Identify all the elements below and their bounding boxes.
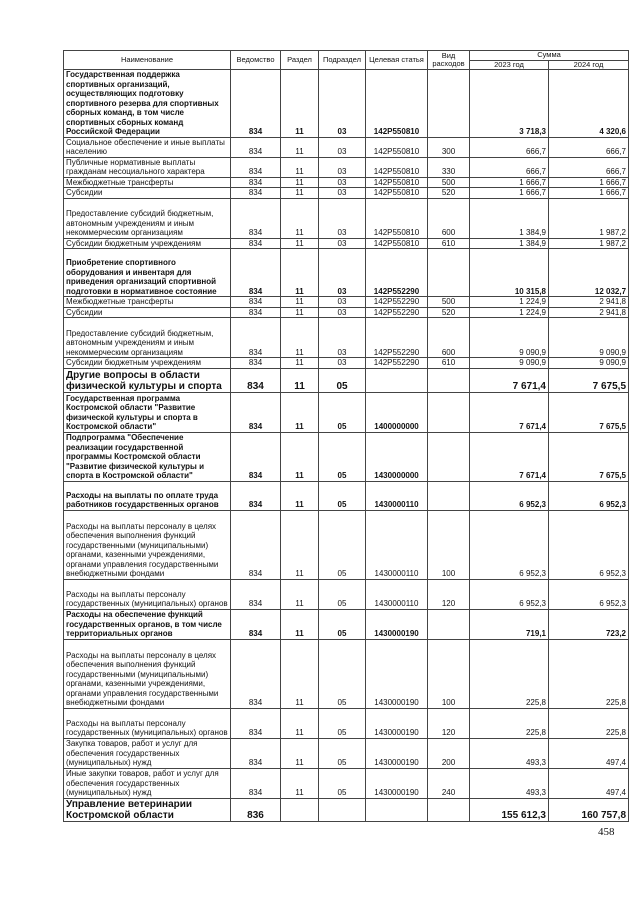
row-name: Закупка товаров, работ и услуг для обеспечения государственных (муниципальных) нужд bbox=[64, 738, 231, 768]
row-department: 834 bbox=[231, 432, 281, 481]
col-header-name: Наименование bbox=[64, 51, 231, 70]
row-expense-type: 100 bbox=[428, 639, 470, 708]
row-name: Межбюджетные трансферты bbox=[64, 297, 231, 308]
row-section: 11 bbox=[281, 481, 319, 510]
row-sum-2024: 6 952,3 bbox=[549, 579, 629, 609]
row-department: 834 bbox=[231, 768, 281, 798]
row-section: 11 bbox=[281, 358, 319, 369]
table-row bbox=[64, 392, 629, 432]
row-section: 11 bbox=[281, 510, 319, 579]
row-target: 142P550810 bbox=[366, 198, 428, 238]
row-sum-2024: 160 757,8 bbox=[549, 798, 629, 821]
row-section: 11 bbox=[281, 639, 319, 708]
row-sum-2024: 723,2 bbox=[549, 609, 629, 639]
row-expense-type bbox=[428, 432, 470, 481]
row-name: Субсидии bbox=[64, 307, 231, 318]
row-expense-type: 500 bbox=[428, 177, 470, 188]
row-sum-2024: 9 090,9 bbox=[549, 318, 629, 358]
row-sum-2024: 666,7 bbox=[549, 157, 629, 177]
row-expense-type bbox=[428, 249, 470, 297]
row-department: 834 bbox=[231, 70, 281, 138]
row-department: 834 bbox=[231, 198, 281, 238]
row-subsection: 05 bbox=[319, 510, 366, 579]
row-target bbox=[366, 798, 428, 821]
row-sum-2024: 2 941,8 bbox=[549, 297, 629, 308]
row-target: 142P552290 bbox=[366, 297, 428, 308]
row-expense-type: 330 bbox=[428, 157, 470, 177]
row-department: 834 bbox=[231, 639, 281, 708]
row-section: 11 bbox=[281, 318, 319, 358]
row-name: Расходы на выплаты персоналу государственных (муниципальных) органов bbox=[64, 708, 231, 738]
table-row bbox=[64, 639, 629, 708]
row-sum-2023: 225,8 bbox=[470, 639, 549, 708]
row-expense-type bbox=[428, 392, 470, 432]
row-name: Иные закупки товаров, работ и услуг для обеспечения государственных (муниципальных) нужд bbox=[64, 768, 231, 798]
row-subsection: 03 bbox=[319, 157, 366, 177]
row-target: 142P550810 bbox=[366, 238, 428, 249]
table-row bbox=[64, 708, 629, 738]
row-target: 1400000000 bbox=[366, 392, 428, 432]
row-section: 11 bbox=[281, 392, 319, 432]
row-expense-type bbox=[428, 798, 470, 821]
row-sum-2023: 719,1 bbox=[470, 609, 549, 639]
row-expense-type: 300 bbox=[428, 137, 470, 157]
row-sum-2024: 6 952,3 bbox=[549, 510, 629, 579]
row-sum-2023: 9 090,9 bbox=[470, 318, 549, 358]
table-row bbox=[64, 137, 629, 157]
row-sum-2023: 666,7 bbox=[470, 137, 549, 157]
row-department: 834 bbox=[231, 579, 281, 609]
row-expense-type: 240 bbox=[428, 768, 470, 798]
row-subsection: 03 bbox=[319, 188, 366, 199]
row-name: Субсидии bbox=[64, 188, 231, 199]
row-expense-type: 610 bbox=[428, 238, 470, 249]
col-header-department: Ведомство bbox=[231, 51, 281, 70]
row-name: Подпрограмма "Обеспечение реализации государственной программы Костромской области "Развитие физической культуры и спорта в Костромской области" bbox=[64, 432, 231, 481]
row-subsection: 03 bbox=[319, 249, 366, 297]
row-sum-2024: 1 666,7 bbox=[549, 177, 629, 188]
row-sum-2024: 1 987,2 bbox=[549, 198, 629, 238]
table-row bbox=[64, 432, 629, 481]
row-target: 1430000190 bbox=[366, 639, 428, 708]
row-subsection: 03 bbox=[319, 307, 366, 318]
row-sum-2024: 7 675,5 bbox=[549, 392, 629, 432]
row-section: 11 bbox=[281, 738, 319, 768]
table-row bbox=[64, 157, 629, 177]
row-subsection: 05 bbox=[319, 708, 366, 738]
table-row bbox=[64, 198, 629, 238]
row-subsection: 03 bbox=[319, 318, 366, 358]
row-subsection: 03 bbox=[319, 297, 366, 308]
row-department: 834 bbox=[231, 738, 281, 768]
row-section: 11 bbox=[281, 188, 319, 199]
row-target: 1430000110 bbox=[366, 579, 428, 609]
row-department: 834 bbox=[231, 510, 281, 579]
table-row bbox=[64, 768, 629, 798]
table-row bbox=[64, 510, 629, 579]
table-row bbox=[64, 318, 629, 358]
row-sum-2023: 6 952,3 bbox=[470, 579, 549, 609]
col-header-year-2023: 2023 год bbox=[470, 60, 549, 70]
row-department: 834 bbox=[231, 177, 281, 188]
row-section: 11 bbox=[281, 70, 319, 138]
row-expense-type bbox=[428, 609, 470, 639]
table-row bbox=[64, 297, 629, 308]
page-number: 458 bbox=[598, 826, 615, 838]
row-subsection: 05 bbox=[319, 768, 366, 798]
row-sum-2023: 6 952,3 bbox=[470, 510, 549, 579]
table-row bbox=[64, 579, 629, 609]
row-sum-2023: 9 090,9 bbox=[470, 358, 549, 369]
row-target: 142P552290 bbox=[366, 318, 428, 358]
table-row bbox=[64, 358, 629, 369]
row-sum-2024: 9 090,9 bbox=[549, 358, 629, 369]
row-name: Расходы на выплаты персоналу в целях обеспечения выполнения функций государственными (муниципальными) органами, казенными учреждениями, органами управления государственными внебюджетными фондами bbox=[64, 510, 231, 579]
row-sum-2023: 10 315,8 bbox=[470, 249, 549, 297]
row-expense-type bbox=[428, 70, 470, 138]
row-sum-2024: 225,8 bbox=[549, 639, 629, 708]
row-sum-2023: 6 952,3 bbox=[470, 481, 549, 510]
row-target: 1430000190 bbox=[366, 609, 428, 639]
table-body bbox=[64, 70, 629, 822]
row-target: 1430000190 bbox=[366, 768, 428, 798]
row-name: Государственная программа Костромской области "Развитие физической культуры и спорта в Костромской области" bbox=[64, 392, 231, 432]
row-target: 142P550810 bbox=[366, 157, 428, 177]
row-sum-2023: 7 671,4 bbox=[470, 392, 549, 432]
row-target: 1430000000 bbox=[366, 432, 428, 481]
row-expense-type: 120 bbox=[428, 708, 470, 738]
row-target: 1430000190 bbox=[366, 708, 428, 738]
row-sum-2024: 225,8 bbox=[549, 708, 629, 738]
row-target: 142P550810 bbox=[366, 188, 428, 199]
table-row bbox=[64, 481, 629, 510]
row-name: Субсидии бюджетным учреждениям bbox=[64, 238, 231, 249]
row-section: 11 bbox=[281, 238, 319, 249]
row-sum-2023: 666,7 bbox=[470, 157, 549, 177]
row-expense-type: 100 bbox=[428, 510, 470, 579]
row-sum-2023: 493,3 bbox=[470, 738, 549, 768]
row-department: 834 bbox=[231, 137, 281, 157]
row-sum-2023: 7 671,4 bbox=[470, 432, 549, 481]
table-row bbox=[64, 798, 629, 821]
row-expense-type: 600 bbox=[428, 198, 470, 238]
row-name: Публичные нормативные выплаты гражданам несоциального характера bbox=[64, 157, 231, 177]
row-department: 834 bbox=[231, 249, 281, 297]
row-name: Межбюджетные трансферты bbox=[64, 177, 231, 188]
table-row bbox=[64, 307, 629, 318]
row-department: 836 bbox=[231, 798, 281, 821]
row-expense-type: 520 bbox=[428, 307, 470, 318]
row-subsection: 03 bbox=[319, 177, 366, 188]
row-name: Другие вопросы в области физической культуры и спорта bbox=[64, 368, 231, 392]
row-section: 11 bbox=[281, 137, 319, 157]
row-name: Расходы на выплаты персоналу в целях обеспечения выполнения функций государственными (муниципальными) органами, казенными учреждениями, органами управления государственными внебюджетными фондами bbox=[64, 639, 231, 708]
row-section: 11 bbox=[281, 368, 319, 392]
row-expense-type: 200 bbox=[428, 738, 470, 768]
row-sum-2023: 7 671,4 bbox=[470, 368, 549, 392]
row-sum-2024: 497,4 bbox=[549, 768, 629, 798]
table-row bbox=[64, 238, 629, 249]
row-department: 834 bbox=[231, 297, 281, 308]
row-section: 11 bbox=[281, 297, 319, 308]
row-target: 1430000110 bbox=[366, 510, 428, 579]
row-name: Субсидии бюджетным учреждениям bbox=[64, 358, 231, 369]
row-subsection: 03 bbox=[319, 358, 366, 369]
budget-table bbox=[63, 50, 629, 822]
row-department: 834 bbox=[231, 188, 281, 199]
row-section: 11 bbox=[281, 177, 319, 188]
row-name: Социальное обеспечение и иные выплаты населению bbox=[64, 137, 231, 157]
row-name: Государственная поддержка спортивных организаций, осуществляющих подготовку спортивного резерва для спортивных сборных команд, в том числе спортивных сборных команд Российской Федерации bbox=[64, 70, 231, 138]
row-subsection: 05 bbox=[319, 368, 366, 392]
row-sum-2023: 493,3 bbox=[470, 768, 549, 798]
row-subsection: 03 bbox=[319, 70, 366, 138]
row-subsection: 05 bbox=[319, 432, 366, 481]
row-sum-2024: 7 675,5 bbox=[549, 368, 629, 392]
row-name: Расходы на выплаты по оплате труда работников государственных органов bbox=[64, 481, 231, 510]
row-department: 834 bbox=[231, 481, 281, 510]
row-name: Предоставление субсидий бюджетным, автономным учреждениям и иным некоммерческим организациям bbox=[64, 198, 231, 238]
row-subsection bbox=[319, 798, 366, 821]
row-name: Расходы на обеспечение функций государственных органов, в том числе территориальных органов bbox=[64, 609, 231, 639]
row-subsection: 05 bbox=[319, 639, 366, 708]
row-section: 11 bbox=[281, 249, 319, 297]
row-expense-type: 120 bbox=[428, 579, 470, 609]
row-sum-2024: 7 675,5 bbox=[549, 432, 629, 481]
row-expense-type: 600 bbox=[428, 318, 470, 358]
row-target bbox=[366, 368, 428, 392]
row-name: Расходы на выплаты персоналу государственных (муниципальных) органов bbox=[64, 579, 231, 609]
col-header-subsection: Подраздел bbox=[319, 51, 366, 70]
row-sum-2023: 155 612,3 bbox=[470, 798, 549, 821]
row-sum-2024: 1 987,2 bbox=[549, 238, 629, 249]
row-sum-2023: 3 718,3 bbox=[470, 70, 549, 138]
row-sum-2024: 666,7 bbox=[549, 137, 629, 157]
row-department: 834 bbox=[231, 392, 281, 432]
row-target: 142P552290 bbox=[366, 358, 428, 369]
row-target: 142P550810 bbox=[366, 177, 428, 188]
row-subsection: 03 bbox=[319, 198, 366, 238]
row-expense-type: 520 bbox=[428, 188, 470, 199]
row-section: 11 bbox=[281, 708, 319, 738]
row-sum-2024: 12 032,7 bbox=[549, 249, 629, 297]
row-department: 834 bbox=[231, 368, 281, 392]
row-target: 142P550810 bbox=[366, 70, 428, 138]
row-sum-2023: 1 666,7 bbox=[470, 188, 549, 199]
row-sum-2023: 1 384,9 bbox=[470, 198, 549, 238]
row-section: 11 bbox=[281, 432, 319, 481]
row-expense-type: 610 bbox=[428, 358, 470, 369]
table-row bbox=[64, 738, 629, 768]
table-row bbox=[64, 609, 629, 639]
row-section: 11 bbox=[281, 579, 319, 609]
row-department: 834 bbox=[231, 157, 281, 177]
row-target: 1430000110 bbox=[366, 481, 428, 510]
col-header-section: Раздел bbox=[281, 51, 319, 70]
col-header-target: Целевая статья bbox=[366, 51, 428, 70]
row-expense-type bbox=[428, 481, 470, 510]
table-row bbox=[64, 368, 629, 392]
row-department: 834 bbox=[231, 307, 281, 318]
row-target: 142P552290 bbox=[366, 307, 428, 318]
table-row bbox=[64, 249, 629, 297]
row-section: 11 bbox=[281, 609, 319, 639]
row-name: Управление ветеринарии Костромской области bbox=[64, 798, 231, 821]
row-sum-2024: 6 952,3 bbox=[549, 481, 629, 510]
row-sum-2023: 1 224,9 bbox=[470, 307, 549, 318]
row-name: Приобретение спортивного оборудования и инвентаря для приведения организаций спортивной подготовки в нормативное состояние bbox=[64, 249, 231, 297]
row-department: 834 bbox=[231, 609, 281, 639]
row-expense-type: 500 bbox=[428, 297, 470, 308]
row-department: 834 bbox=[231, 708, 281, 738]
row-sum-2023: 1 666,7 bbox=[470, 177, 549, 188]
row-subsection: 05 bbox=[319, 738, 366, 768]
row-sum-2023: 1 224,9 bbox=[470, 297, 549, 308]
row-sum-2024: 497,4 bbox=[549, 738, 629, 768]
row-sum-2024: 1 666,7 bbox=[549, 188, 629, 199]
table-row bbox=[64, 70, 629, 138]
row-department: 834 bbox=[231, 238, 281, 249]
row-subsection: 03 bbox=[319, 137, 366, 157]
col-header-year-2024: 2024 год bbox=[549, 60, 629, 70]
row-target: 1430000190 bbox=[366, 738, 428, 768]
table-row bbox=[64, 188, 629, 199]
row-subsection: 05 bbox=[319, 392, 366, 432]
row-subsection: 05 bbox=[319, 481, 366, 510]
col-header-expense-type: Вид расходов bbox=[428, 51, 470, 70]
row-section: 11 bbox=[281, 157, 319, 177]
row-sum-2024: 2 941,8 bbox=[549, 307, 629, 318]
col-header-sum: Сумма bbox=[470, 51, 629, 61]
row-section: 11 bbox=[281, 198, 319, 238]
row-section: 11 bbox=[281, 307, 319, 318]
row-section: 11 bbox=[281, 768, 319, 798]
row-target: 142P552290 bbox=[366, 249, 428, 297]
row-department: 834 bbox=[231, 318, 281, 358]
row-sum-2023: 225,8 bbox=[470, 708, 549, 738]
row-subsection: 05 bbox=[319, 609, 366, 639]
row-name: Предоставление субсидий бюджетным, автономным учреждениям и иным некоммерческим организациям bbox=[64, 318, 231, 358]
row-subsection: 05 bbox=[319, 579, 366, 609]
table-row bbox=[64, 177, 629, 188]
row-target: 142P550810 bbox=[366, 137, 428, 157]
row-sum-2024: 4 320,6 bbox=[549, 70, 629, 138]
row-subsection: 03 bbox=[319, 238, 366, 249]
row-section bbox=[281, 798, 319, 821]
row-department: 834 bbox=[231, 358, 281, 369]
row-expense-type bbox=[428, 368, 470, 392]
row-sum-2023: 1 384,9 bbox=[470, 238, 549, 249]
